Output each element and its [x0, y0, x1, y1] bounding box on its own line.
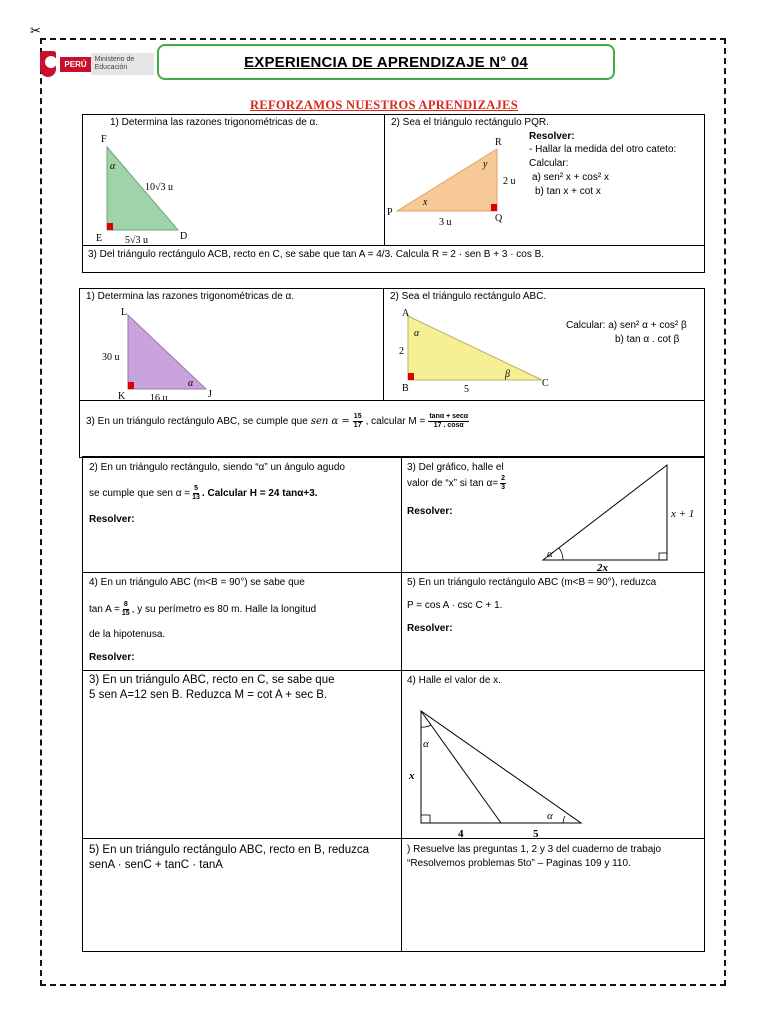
b2-q3: 3) En un triángulo rectángulo ABC, se cumple que sen α = $\frac{15}{17}$ , calcular M = $\frac{\tan\alpha + \sec\alpha}{17 . \cos\alpha}$ [86, 413, 469, 429]
b1-line3: a) sen² x + cos² x [532, 172, 609, 183]
scissors-icon: ✂ [30, 24, 41, 39]
logo-country: PERÚ [60, 57, 90, 72]
label-beta: β [505, 369, 510, 380]
triangle-lkj [96, 305, 236, 400]
block-2 [79, 288, 705, 458]
label-alpha: α [547, 548, 553, 560]
c8-line2: “Resolvemos problemas 5to” – Paginas 109 y 110. [407, 858, 631, 869]
triangle-fed [93, 131, 203, 243]
label-side: x + 1 [671, 508, 695, 520]
label-f: F [101, 134, 107, 145]
title-box [157, 44, 615, 80]
logo-ministry: Ministerio de Educación [91, 53, 154, 75]
b2-calc2: b) tan α . cot β [615, 334, 680, 345]
label-a: A [402, 308, 410, 319]
label-k: K [118, 391, 126, 400]
triangle-halle-x [403, 703, 603, 838]
triangle-x-fig [505, 457, 705, 571]
label-q: Q [495, 213, 503, 224]
label-side: 2 [399, 346, 404, 357]
b1-q1: 1) Determina las razones trigonométricas de α. [110, 117, 319, 128]
label-j: J [208, 389, 212, 400]
label-4: 4 [458, 828, 464, 838]
label-alpha-1: α [423, 738, 429, 750]
b2-q2: 2) Sea el triángulo rectángulo ABC. [390, 291, 547, 302]
page-subtitle: REFORZAMOS NUESTROS APRENDIZAJES [250, 98, 518, 112]
label-alpha: α [188, 378, 194, 389]
shield-icon [40, 51, 56, 77]
label-alpha-2: α [547, 810, 553, 822]
triangle-abc [390, 306, 560, 396]
b1-q3: 3) Del triángulo rectángulo ACB, recto en C, se sabe que tan A = 4/3. Calcula R = 2 · sen B + 3 · cos B. [88, 249, 545, 260]
c2-line2: valor de “x” si tan α= $\frac{2}{3}$ [407, 475, 505, 491]
label-e: E [96, 233, 103, 243]
label-alpha: α [414, 328, 420, 339]
page-title: EXPERIENCIA DE APRENDIZAJE N° 04 [244, 53, 528, 71]
c2-resolver: Resolver: [407, 506, 453, 517]
c8-line1: ) Resuelve las preguntas 1, 2 y 3 del cuaderno de trabajo [407, 844, 662, 855]
label-b: B [402, 383, 409, 394]
c3-line2: tan A = $\frac{8}{15}$ , y su perímetro es 80 m. Halle la longitud [89, 601, 317, 617]
c3-resolver: Resolver: [89, 652, 135, 663]
c3-line3: de la hipotenusa. [89, 629, 166, 640]
label-p: P [387, 207, 393, 218]
triangle-pqr [385, 133, 525, 233]
block-1 [82, 114, 705, 273]
c1-resolver: Resolver: [89, 514, 135, 525]
label-base: 5 [464, 384, 469, 395]
label-base: 2x [597, 562, 608, 571]
c5-line1: 3) En un triángulo ABC, recto en C, se sabe que [89, 674, 335, 686]
c7-line1: 5) En un triángulo rectángulo ABC, recto en B, reduzca [89, 844, 369, 856]
block-3 [82, 456, 705, 952]
c1-line2: se cumple que sen α = $\frac{5}{13}$ . Calcular H = 24 tanα+3. [89, 485, 318, 501]
label-d: D [180, 231, 188, 242]
b2-calc1: Calcular: a) sen² α + cos² β [566, 320, 687, 331]
minedu-logo [40, 44, 154, 84]
c4-resolver: Resolver: [407, 623, 453, 634]
label-base: 16 u [150, 393, 168, 400]
label-alpha: α [110, 161, 116, 172]
label-base: 5√3 u [125, 235, 148, 243]
c5-line2: 5 sen A=12 sen B. Reduzca M = cot A + sec B. [89, 689, 328, 701]
c3-line1: 4) En un triángulo ABC (m<B = 90°) se sabe que [89, 577, 305, 588]
c2-line1: 3) Del gráfico, halle el [407, 462, 504, 473]
label-y: y [483, 159, 488, 170]
c7-line2: senA · senC + tanC · tanA [89, 859, 223, 871]
label-hyp: 10√3 u [145, 182, 173, 193]
label-r: R [495, 137, 502, 148]
c6-line1: 4) Halle el valor de x. [407, 675, 501, 686]
c4-line1: 5) En un triángulo rectángulo ABC (m<B = 90°), reduzca [407, 577, 657, 588]
label-base: 3 u [439, 217, 452, 228]
label-side: 30 u [102, 352, 120, 363]
label-x: x [423, 197, 428, 208]
label-side: 2 u [503, 176, 516, 187]
b1-line4: b) tan x + cot x [535, 186, 601, 197]
b1-q2: 2) Sea el triángulo rectángulo PQR. [391, 117, 549, 128]
c1-line1: 2) En un triángulo rectángulo, siendo “α” un ángulo agudo [89, 462, 345, 473]
c4-line2: P = cos A · csc C + 1. [407, 600, 503, 611]
b1-line1: - Hallar la medida del otro cateto: [529, 144, 677, 155]
b1-line2: Calcular: [529, 158, 569, 169]
label-x: x [409, 770, 415, 782]
b2-q1: 1) Determina las razones trigonométricas de α. [86, 291, 295, 302]
label-l: L [121, 307, 128, 318]
label-5: 5 [533, 828, 539, 838]
label-c: C [542, 378, 549, 389]
b1-resolver: Resolver: [529, 131, 575, 142]
